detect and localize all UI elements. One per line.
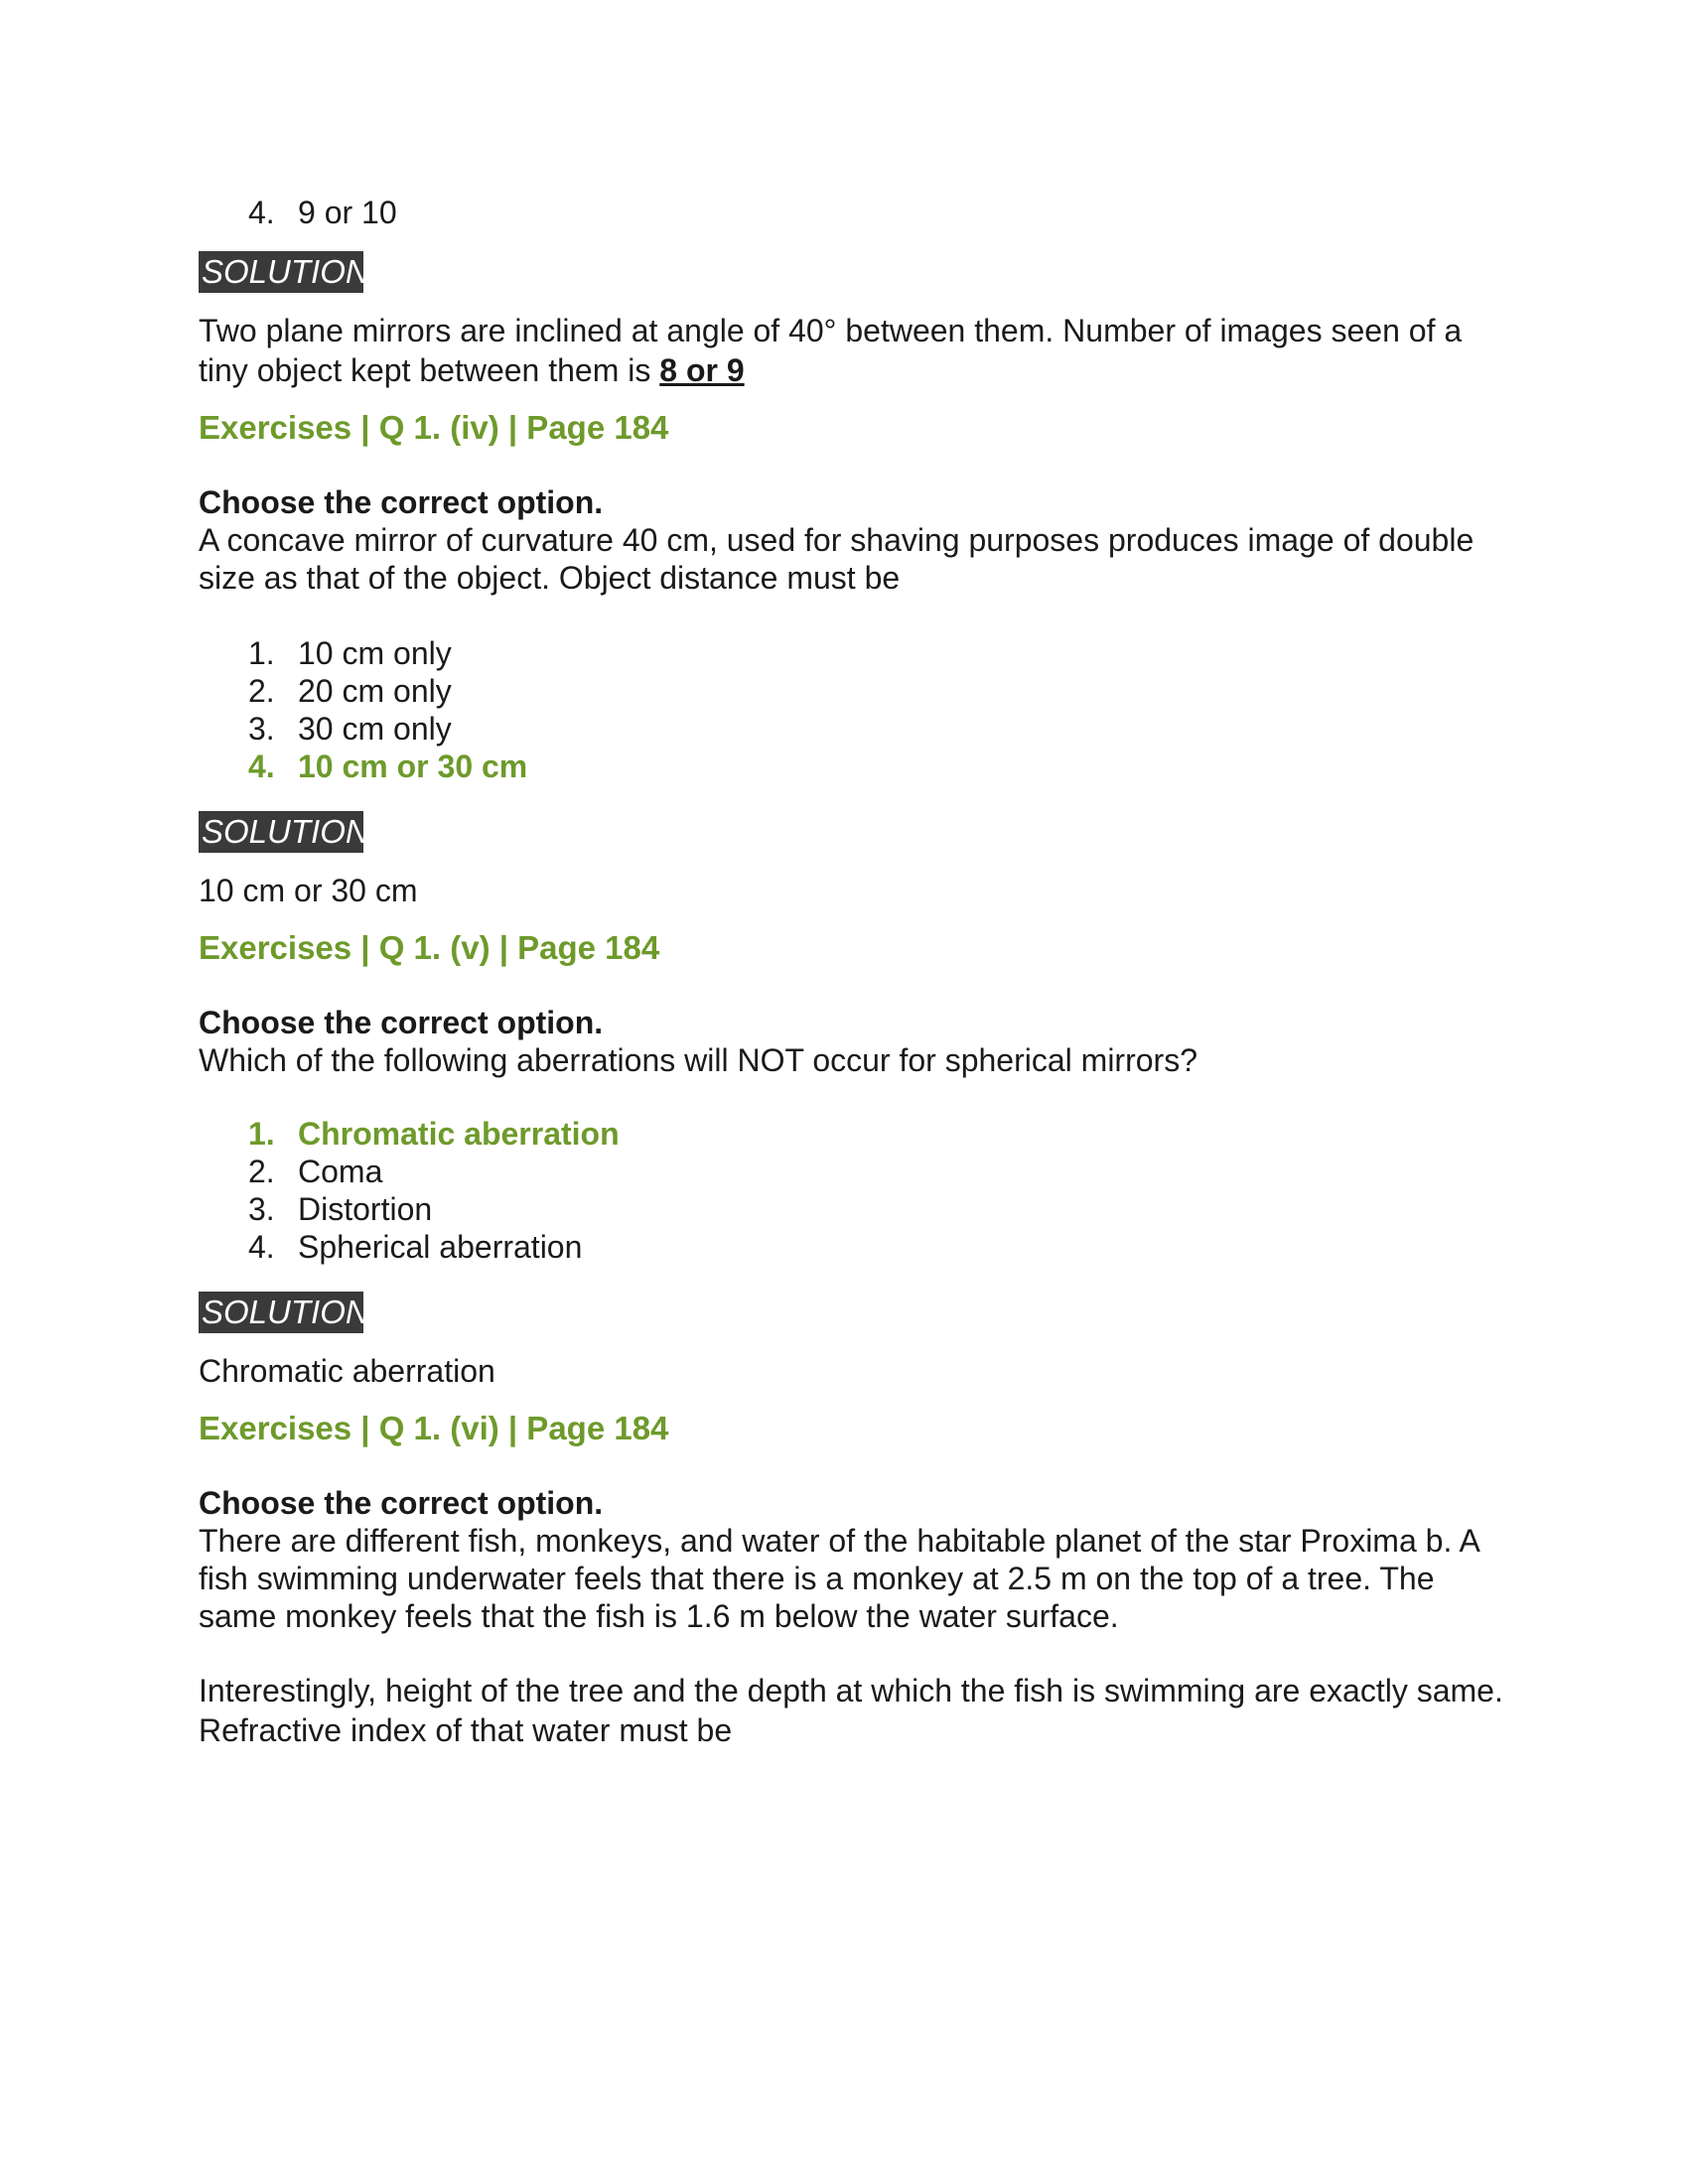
option-number: 4. [248,749,275,784]
list-item [248,1228,1509,1266]
list-item [248,672,1509,710]
option-number: 2. [248,1154,275,1189]
list-item-correct [248,748,1509,785]
option-number: 2. [248,673,275,709]
exercise-reference: Exercises | Q 1. (vi) | Page 184 [199,1410,669,1446]
option-text: 30 cm only [298,711,452,747]
question-text: There are different fish, monkeys, and water of the habitable planet of the star Proxima b. A fish swimming underwater feels that there is a monkey at 2.5 m on the top of a tree. The same monkey feels that the fish is 1.6 m below the water surface. [199,1523,1479,1634]
option-list [199,1115,1509,1266]
option-text: Spherical aberration [298,1229,583,1265]
list-item-correct [248,1115,1509,1153]
exercise-reference: Exercises | Q 1. (v) | Page 184 [199,929,660,966]
option-text: 10 cm only [298,635,452,671]
list-item [248,194,1509,231]
option-number: 3. [248,711,275,747]
option-number: 4. [248,1229,275,1265]
solution-text: Chromatic aberration [199,1353,495,1389]
solution-text [199,311,1509,390]
list-item [248,1190,1509,1228]
question-text: A concave mirror of curvature 40 cm, used for shaving purposes produces image of double size as that of the object. Object distance must be [199,522,1475,596]
document-page [199,194,1509,1750]
option-number: 1. [248,1116,275,1152]
option-number: 3. [248,1191,275,1227]
option-text: Chromatic aberration [298,1116,620,1152]
list-item [248,1153,1509,1190]
solution-text: 10 cm or 30 cm [199,873,418,908]
option-text: Distortion [298,1191,433,1227]
option-text: 9 or 10 [298,195,397,230]
option-list [199,634,1509,785]
question-heading: Choose the correct option. [199,1005,604,1040]
option-number: 1. [248,635,275,671]
exercise-reference: Exercises | Q 1. (iv) | Page 184 [199,409,669,446]
question-text: Which of the following aberrations will NOT occur for spherical mirrors? [199,1042,1197,1078]
solution-body: Two plane mirrors are inclined at angle of 40° between them. Number of images seen of a tiny object kept between them is [199,313,1463,388]
question-text-continued: Interestingly, height of the tree and the depth at which the fish is swimming are exactly same. Refractive index of that water must be [199,1673,1503,1748]
solution-badge: SOLUTION [199,811,363,853]
option-text: Coma [298,1154,383,1189]
list-item [248,634,1509,672]
option-text: 10 cm or 30 cm [298,749,528,784]
option-list-prev [199,194,1509,231]
question-heading: Choose the correct option. [199,1485,604,1521]
option-number: 4. [248,195,275,230]
solution-badge: SOLUTION [199,1292,363,1333]
option-text: 20 cm only [298,673,452,709]
solution-answer: 8 or 9 [659,352,745,388]
question-heading: Choose the correct option. [199,484,604,520]
list-item [248,710,1509,748]
solution-badge: SOLUTION [199,251,363,293]
